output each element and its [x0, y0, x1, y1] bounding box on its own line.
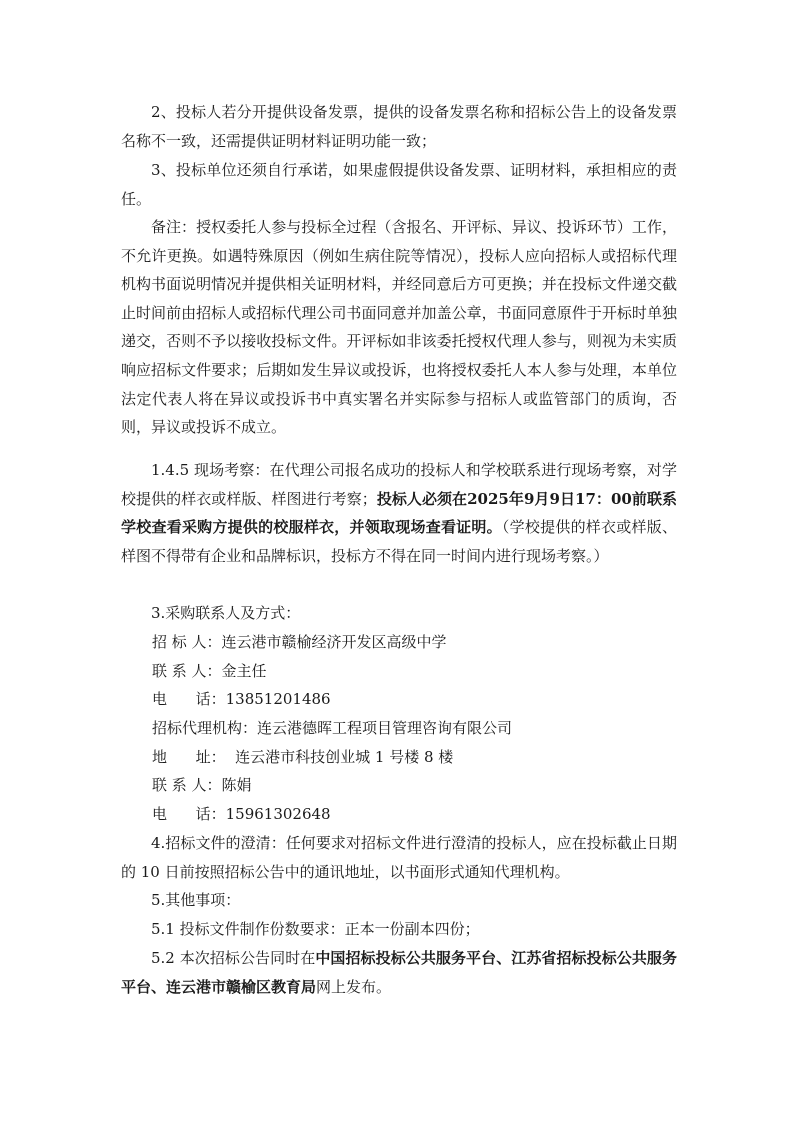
paragraph-text: 3.采购联系人及方式： — [151, 604, 301, 622]
paragraph-clarification — [121, 829, 677, 886]
paragraph-bold-text: 投标人必须在2025年9月9日17：00前联系学校查看采购方提供的校服样衣，并领取现场查看证明。 — [121, 489, 677, 537]
contact-line-person1 — [152, 657, 267, 686]
contact-label: 电 话： — [152, 690, 226, 708]
contact-label: 地 址： — [152, 748, 226, 766]
paragraph-text: 2、投标人若分开提供设备发票，提供的设备发票名称和招标公告上的设备发票名称不一致，还需提供证明材料证明功能一致； — [121, 103, 677, 150]
paragraph-site-inspection — [121, 456, 677, 570]
contact-line-tenderer — [152, 628, 447, 657]
paragraph-bold-text: 中国招标投标公共服务平台、江苏省招标投标公共服务平台、连云港市赣榆区教育局 — [121, 949, 677, 996]
contact-line-phone2 — [152, 800, 331, 829]
paragraph-text: 3、投标单位还须自行承诺，如果虚假提供设备发票、证明材料，承担相应的责任。 — [121, 161, 677, 208]
paragraph-text: 1.4.5 现场考察：在代理公司报名成功的投标人和学校联系进行现场考察，对学校提供的样衣或样版、样图进行考察； — [121, 461, 677, 508]
contact-line-agency — [152, 714, 512, 743]
contact-label: 联 系 人： — [152, 662, 222, 680]
contact-value: 连云港市赣榆经济开发区高级中学 — [221, 633, 447, 651]
section-heading-other — [121, 886, 677, 915]
paragraph-commitment — [121, 156, 677, 213]
paragraph-publication — [121, 944, 677, 1001]
contact-label: 联 系 人： — [152, 776, 222, 794]
paragraph-text: 5.1 投标文件制作份数要求：正本一份副本四份； — [151, 920, 480, 938]
paragraph-invoice-requirement — [121, 98, 677, 155]
contact-line-person2 — [152, 771, 252, 800]
contact-line-address — [152, 743, 453, 772]
paragraph-text: 备注：授权委托人参与投标全过程（含报名、开评标、异议、投诉环节）工作，不允许更换。如遇特殊原因（例如生病住院等情况），投标人应向招标人或招标代理机构书面说明情况并提供相关证明材料，并经同意后方可更换；并在投标文件递交截止时间前由招标人或招标代理公司书面同意并加盖公章，书面同意原件于开标时单独递交，否则不予以接收投标文件。开评标如非该委托授权代理人参与，则视为未实质响应招标文件要求；后期如发生异议或投诉，也将授权委托人本人参与处理，本单位法定代表人将在异议或投诉书中真实署名并实际参与招标人或监管部门的质询，否则，异议或投诉不成立。 — [121, 218, 677, 437]
contact-value: 13851201486 — [225, 690, 331, 708]
section-heading-contacts — [121, 599, 677, 628]
contact-line-phone1 — [152, 685, 331, 714]
contact-value: 陈娟 — [221, 776, 252, 794]
contact-value: 连云港德晖工程项目管理咨询有限公司 — [257, 719, 513, 737]
paragraph-text: 5.其他事项： — [151, 891, 241, 909]
paragraph-text: （学校提供的样衣或样版、样图不得带有企业和品牌标识，投标方不得在同一时间内进行现场考察。） — [121, 518, 677, 565]
contact-value: 连云港市科技创业城 1 号楼 8 楼 — [225, 748, 454, 766]
paragraph-text: 4.招标文件的澄清：任何要求对招标文件进行澄清的投标人，应在投标截止日期的 10 日前按照招标公告中的通讯地址，以书面形式通知代理机构。 — [121, 834, 677, 881]
paragraph-text: 网上发布。 — [316, 977, 392, 996]
contact-label: 招 标 人： — [152, 633, 222, 651]
contact-value: 15961302648 — [225, 805, 331, 823]
contact-value: 金主任 — [221, 662, 267, 680]
paragraph-copies — [121, 915, 677, 944]
paragraph-text: 5.2 本次招标公告同时在 — [151, 949, 316, 967]
contact-label: 招标代理机构： — [152, 719, 258, 737]
paragraph-remarks — [121, 213, 677, 442]
contact-label: 电 话： — [152, 805, 226, 823]
